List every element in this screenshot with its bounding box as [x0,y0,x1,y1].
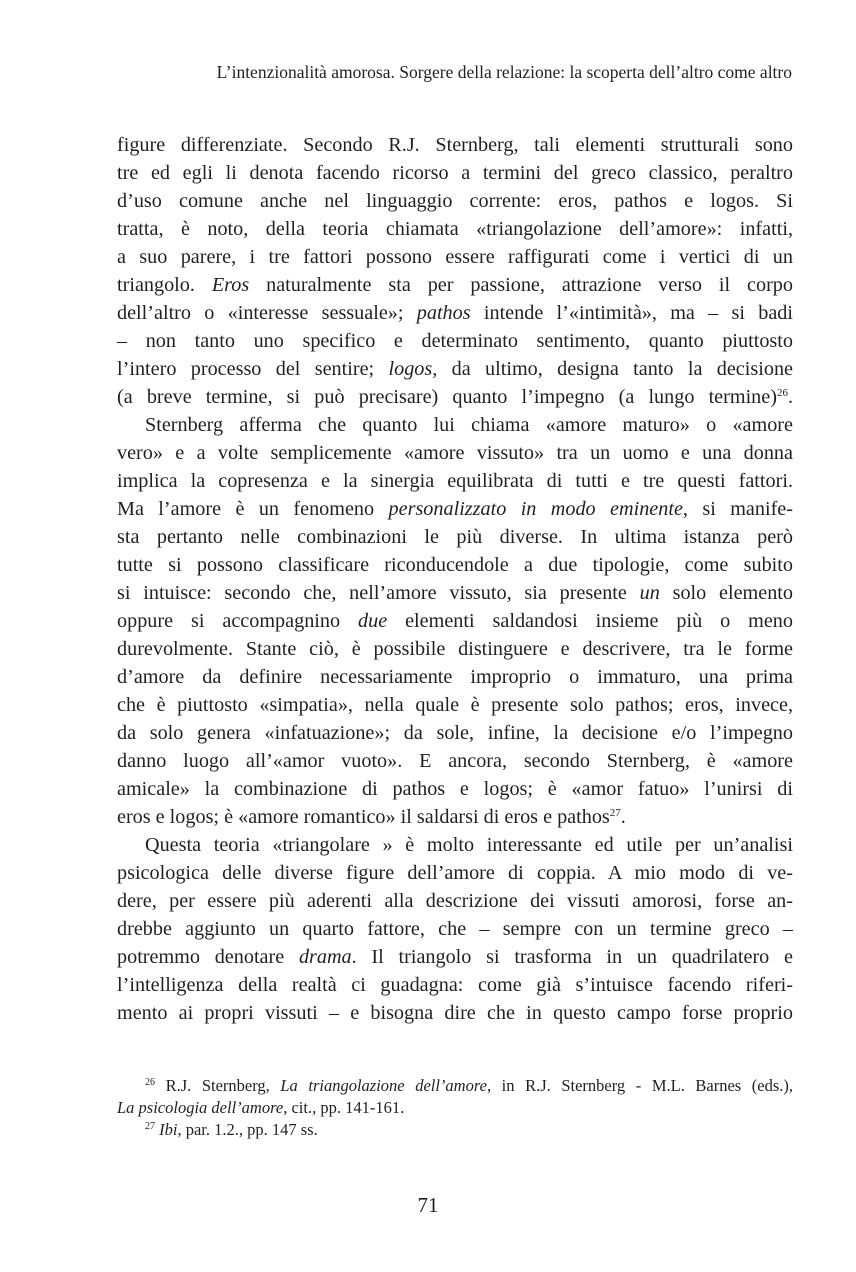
footnotes [117,1075,793,1141]
text-line: d’uso comune anche nel linguaggio corrente: eros, pathos e logos. Si [117,190,793,212]
footnote-number: 26 [145,1077,155,1088]
running-head: L’intenzionalità amorosa. Sorgere della relazione: la scoperta dell’altro come altro [216,62,792,82]
text-line: si intuisce: secondo che, nell’amore vissuto, sia presente un solo elemento [117,582,793,604]
text-line: l’intero processo del sentire; logos, da ultimo, designa tanto la decisione [117,358,793,380]
text-line: vero» e a volte semplicemente «amore vissuto» tra un uomo e una donna [117,442,793,464]
text-line: implica la copresenza e la sinergia equilibrata di tutti e tre questi fattori. [117,470,793,492]
text-line: oppure si accompagnino due elementi saldandosi insieme più o meno [117,610,793,632]
footnote-26-cont: La psicologia dell’amore, cit., pp. 141-161. [117,1098,405,1117]
text-line: d’amore da definire necessariamente improprio o immaturo, una prima [117,666,793,688]
text-line: Sternberg afferma che quanto lui chiama «amore maturo» o «amore [145,414,793,436]
text-line: tre ed egli li denota facendo ricorso a termini del greco classico, peraltro [117,162,793,184]
body-text [117,131,793,1027]
text-line: Questa teoria «triangolare » è molto interessante ed utile per un’analisi [145,834,793,856]
text-line: figure differenziate. Secondo R.J. Sternberg, tali elementi strutturali sono [117,134,793,156]
text-line: (a breve termine, si può precisare) quanto l’impegno (a lungo termine)$^{26}$. [117,386,793,408]
text-line: eros e logos; è «amore romantico» il saldarsi di eros e pathos$^{27}$. [117,806,626,828]
text-line: – non tanto uno specifico e determinato sentimento, quanto piuttosto [117,330,793,352]
text-line: drebbe aggiunto un quarto fattore, che – sempre con un termine greco – [117,918,793,940]
text-line: tutte si possono classificare riconducendole a due tipologie, come subito [117,554,793,576]
text-line: dell’altro o «interesse sessuale»; pathos intende l’«intimità», ma – si badi [117,302,793,324]
text-line: amicale» la combinazione di pathos e logos; è «amor fatuo» l’unirsi di [117,778,793,800]
text-line: l’intelligenza della realtà ci guadagna: come già s’intuisce facendo riferi- [117,974,793,996]
text-line: che è piuttosto «simpatia», nella quale è presente solo pathos; eros, invece, [117,694,793,716]
text-line: da solo genera «infatuazione»; da sole, infine, la decisione e/o l’impegno [117,722,793,744]
text-line: potremmo denotare drama. Il triangolo si trasforma in un quadrilatero e [117,946,793,968]
page-number: 71 [417,1193,439,1217]
text-line: mento ai propri vissuti – e bisogna dire che in questo campo forse proprio [117,1002,793,1024]
text-line: sta pertanto nelle combinazioni le più diverse. In ultima istanza però [117,526,793,548]
text-line: a suo parere, i tre fattori possono essere raffigurati come i vertici di un [117,246,793,268]
text-line: triangolo. Eros naturalmente sta per passione, attrazione verso il corpo [117,274,793,296]
footnote-27: $^{27}$ Ibi, par. 1.2., pp. 147 ss. [145,1120,318,1139]
text-line: psicologica delle diverse figure dell’amore di coppia. A mio modo di ve- [117,862,793,884]
footnote-number: 27 [145,1121,155,1132]
text-line: Ma l’amore è un fenomeno personalizzato in modo eminente, si manife- [117,498,793,520]
text-line: durevolmente. Stante ciò, è possibile distinguere e descrivere, tra le forme [117,638,793,660]
footnote-ref-27[interactable]: 27 [609,807,621,819]
text-line: tratta, è noto, della teoria chiamata «triangolazione dell’amore»: infatti, [117,218,793,240]
footnote-26: $^{26}$ R.J. Sternberg, La triangolazione dell’amore, in R.J. Sternberg - M.L. Barnes (eds.), [145,1076,794,1095]
text-line: dere, per essere più aderenti alla descrizione dei vissuti amorosi, forse an- [117,890,793,912]
text-line: danno luogo all’«amor vuoto». E ancora, secondo Sternberg, è «amore [117,750,793,772]
footnote-ref-26[interactable]: 26 [776,387,788,399]
